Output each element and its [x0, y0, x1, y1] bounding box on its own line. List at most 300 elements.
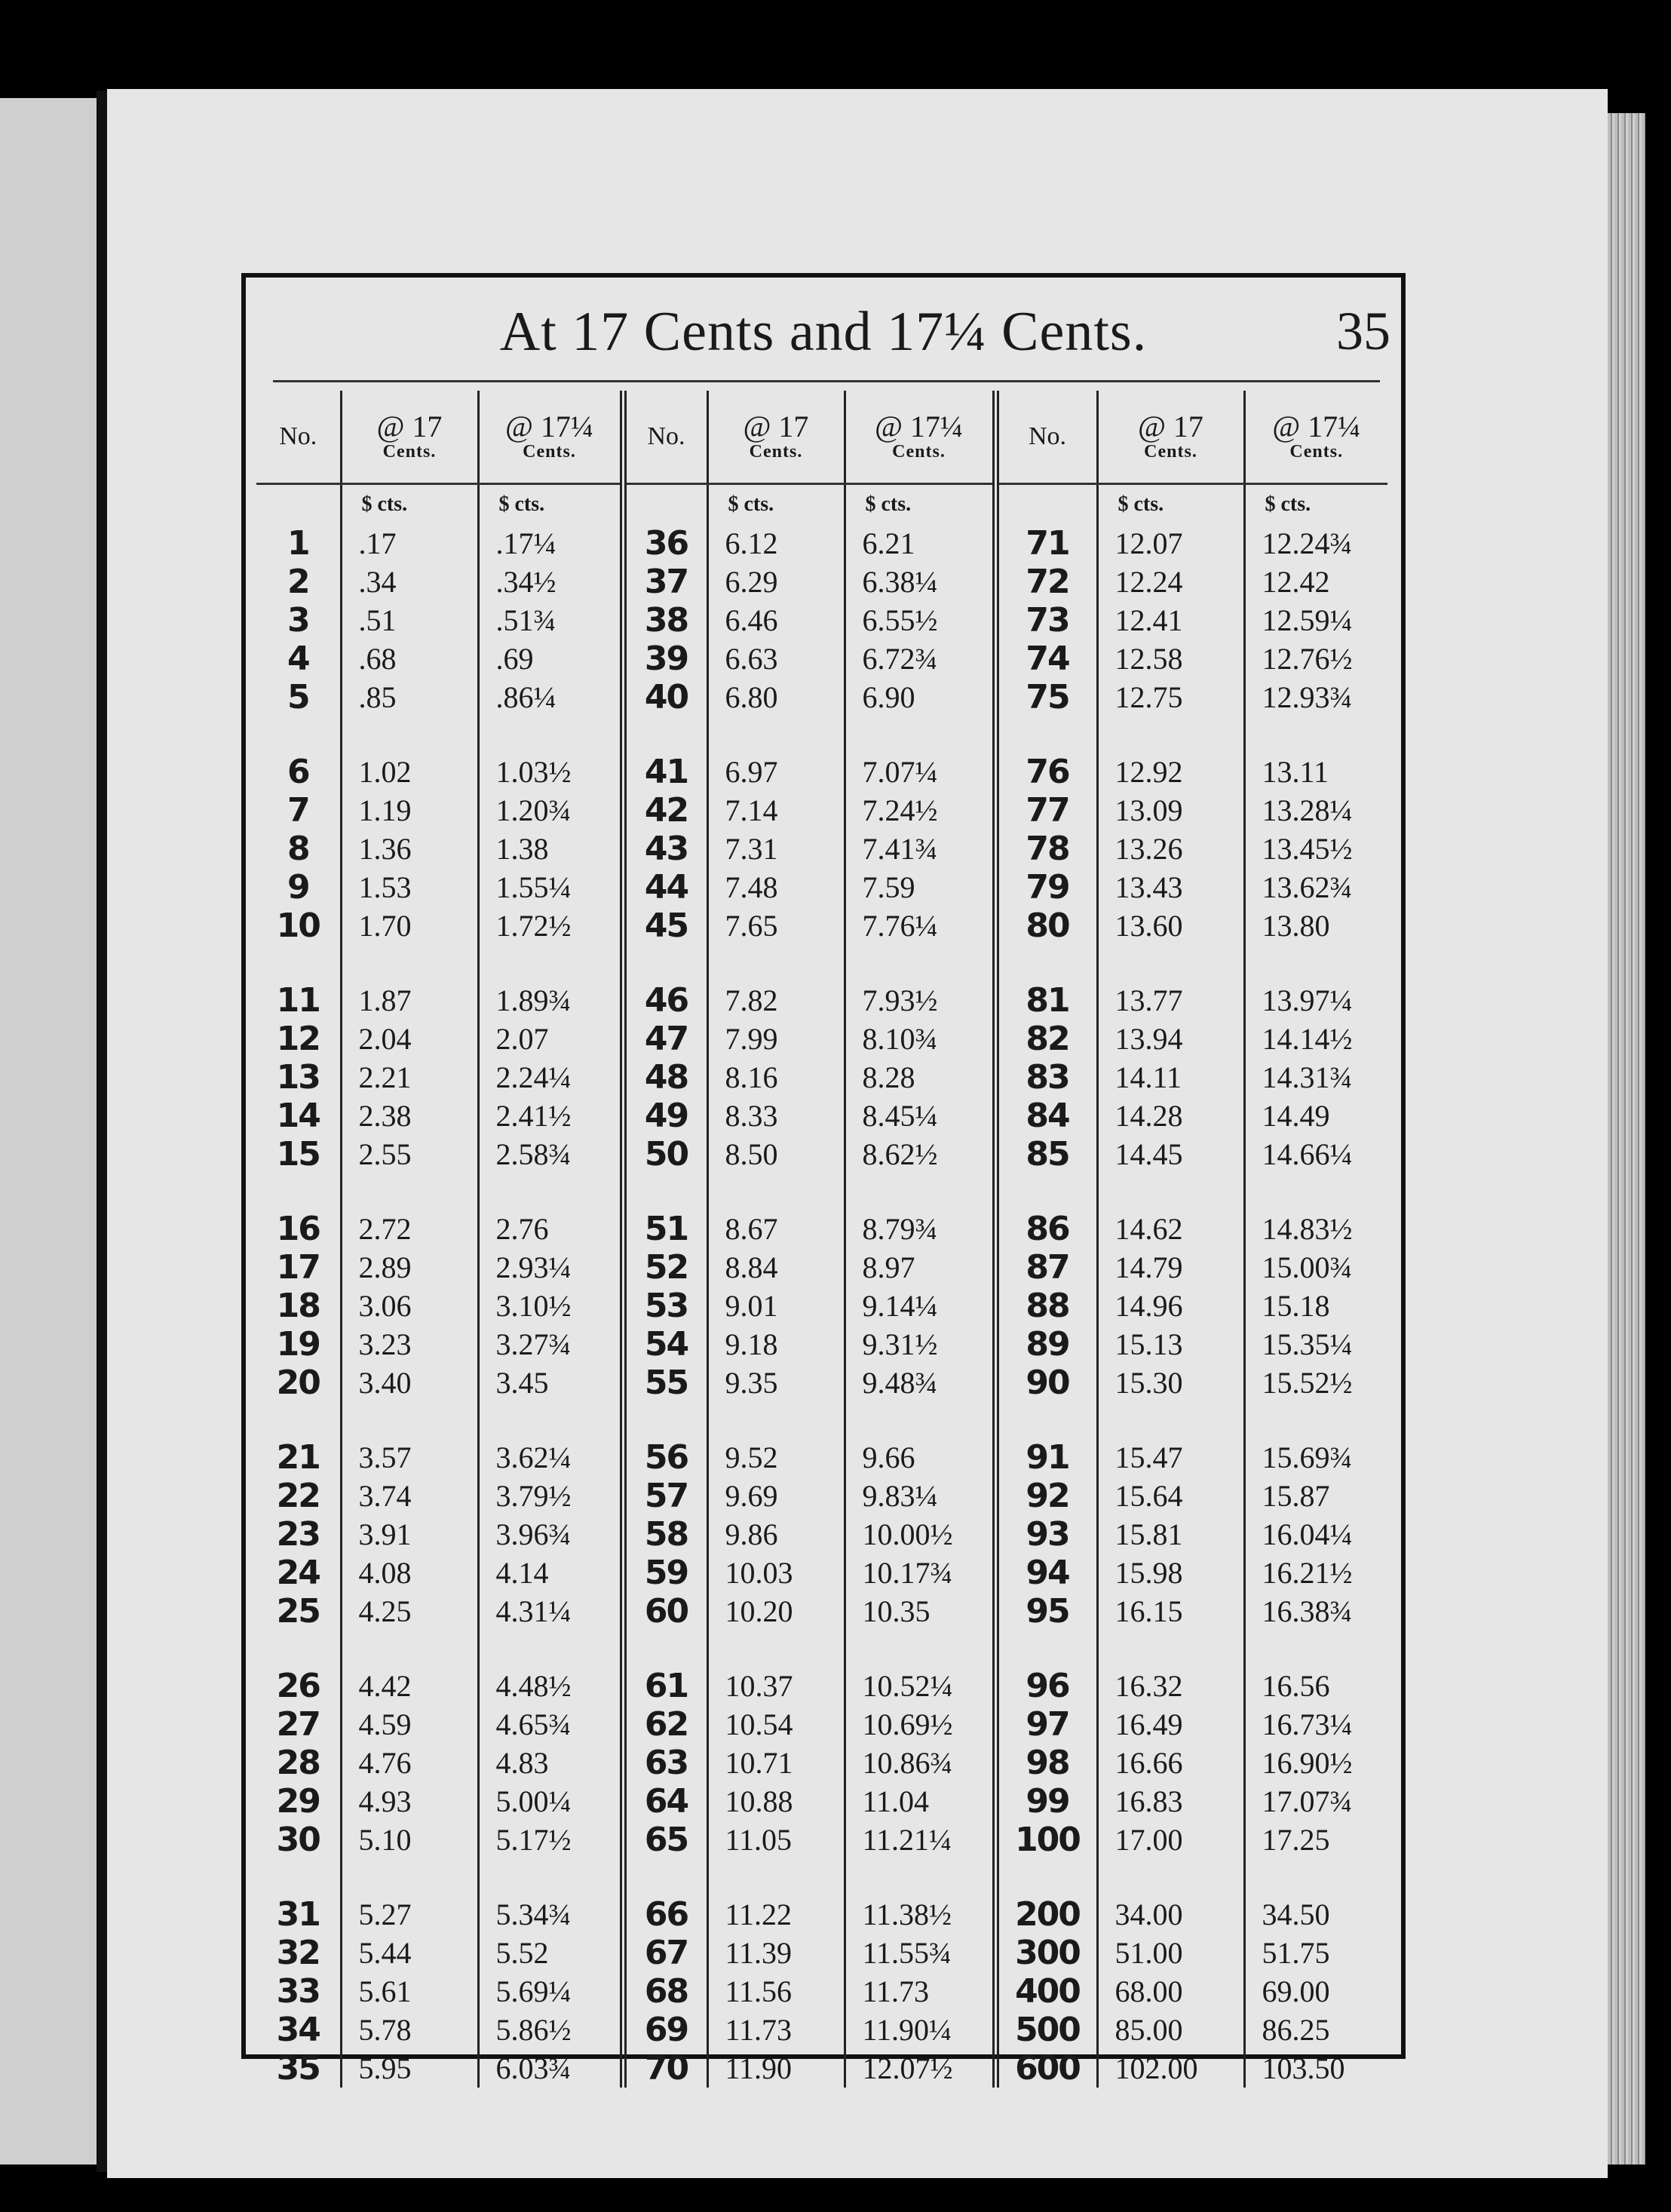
table-row [256, 524, 1387, 563]
rate-b-cell: .34½ [478, 563, 623, 601]
number-cell: 51 [623, 1210, 707, 1248]
rate-b-cell: 51.75 [1244, 1934, 1387, 1972]
rate-b-cell: 7.24½ [845, 791, 995, 830]
rate-b-cell: 34.50 [1244, 1895, 1387, 1934]
number-cell: 67 [623, 1934, 707, 1972]
rate-b-cell: 11.21¼ [845, 1821, 995, 1859]
number-cell: 95 [995, 1592, 1097, 1631]
number-cell: 60 [623, 1592, 707, 1631]
number-cell: 46 [623, 981, 707, 1020]
number-cell: 54 [623, 1325, 707, 1364]
table-row [256, 1934, 1387, 1972]
rate-b-cell: 8.97 [845, 1248, 995, 1287]
rate-a-cell: 2.04 [341, 1020, 478, 1058]
rate-a-cell: 3.40 [341, 1364, 478, 1402]
rate-b-cell: 12.24¾ [1244, 524, 1387, 563]
rate-a-cell: 68.00 [1097, 1972, 1244, 2011]
rate-a-cell: 11.39 [707, 1934, 845, 1972]
number-cell: 83 [995, 1058, 1097, 1097]
rate-a-cell: 2.72 [341, 1210, 478, 1248]
rate-b-cell: 3.27¾ [478, 1325, 623, 1364]
rate-b-cell: 6.55½ [845, 601, 995, 640]
rate-a-cell: 4.59 [341, 1705, 478, 1744]
rate-a-cell: 2.55 [341, 1135, 478, 1173]
rate-b-cell: 8.10¾ [845, 1020, 995, 1058]
rate-b-cell: 69.00 [1244, 1972, 1387, 2011]
rate-a-cell: 5.95 [341, 2049, 478, 2088]
rate-a-cell: 15.13 [1097, 1325, 1244, 1364]
rate-b-cell: 16.04¼ [1244, 1515, 1387, 1554]
number-cell: 10 [276, 907, 320, 945]
rate-a-cell: 14.62 [1097, 1210, 1244, 1248]
rate-b-cell: 6.72¾ [845, 640, 995, 678]
number-cell: 20 [276, 1364, 320, 1402]
page-title: At 17 Cents and 17¼ Cents. [499, 301, 1148, 363]
number-cell: 70 [623, 2049, 707, 2088]
rate-b-cell: 2.93¼ [478, 1248, 623, 1287]
rate-b-cell: 15.87 [1244, 1477, 1387, 1515]
units-label: $ cts. [1097, 484, 1244, 525]
rate-a-cell: 1.36 [341, 830, 478, 868]
rate-b-cell: 12.59¼ [1244, 601, 1387, 640]
number-cell: 52 [623, 1248, 707, 1287]
number-cell: 65 [623, 1821, 707, 1859]
rate-a-label: @ 17 [376, 410, 443, 444]
number-cell: 87 [995, 1248, 1097, 1287]
number-cell: 27 [276, 1705, 320, 1744]
number-cell: 97 [995, 1705, 1097, 1744]
rate-b-cell: 17.25 [1244, 1821, 1387, 1859]
number-cell: 32 [276, 1934, 320, 1972]
rate-a-cell: 85.00 [1097, 2011, 1244, 2049]
rate-a-cell: 8.84 [707, 1248, 845, 1287]
units-label: $ cts. [478, 484, 623, 525]
rate-a-cell: 3.57 [341, 1438, 478, 1477]
rate-a-cell: 4.42 [341, 1667, 478, 1705]
number-cell: 98 [995, 1744, 1097, 1782]
rate-a-cell: 6.97 [707, 753, 845, 791]
cents-label: Cents. [892, 442, 946, 462]
rate-a-cell: .17 [341, 524, 478, 563]
rate-a-cell: 9.86 [707, 1515, 845, 1554]
rate-a-cell: .68 [341, 640, 478, 678]
rate-a-cell: 14.11 [1097, 1058, 1244, 1097]
rate-a-cell: 7.99 [707, 1020, 845, 1058]
rate-b-cell: 5.69¼ [478, 1972, 623, 2011]
rate-b-cell: 9.83¼ [845, 1477, 995, 1515]
number-cell: 39 [623, 640, 707, 678]
rate-b-cell: 15.00¾ [1244, 1248, 1387, 1287]
number-cell: 73 [995, 601, 1097, 640]
rate-a-cell: 2.21 [341, 1058, 478, 1097]
number-cell: 64 [623, 1782, 707, 1821]
block-spacer [256, 716, 1387, 753]
number-cell: 81 [995, 981, 1097, 1020]
rate-b-cell: 13.97¼ [1244, 981, 1387, 1020]
rate-a-cell: 6.29 [707, 563, 845, 601]
rate-a-cell: 13.94 [1097, 1020, 1244, 1058]
rate-a-cell: 3.91 [341, 1515, 478, 1554]
rate-b-cell: 5.17½ [478, 1821, 623, 1859]
table-frame [241, 273, 1406, 2088]
number-cell: 300 [995, 1934, 1097, 1972]
number-cell: 29 [276, 1782, 320, 1821]
number-cell: 92 [995, 1477, 1097, 1515]
rate-b-cell: 8.79¾ [845, 1210, 995, 1248]
rate-b-cell: .86¼ [478, 678, 623, 716]
rate-b-cell: 11.04 [845, 1782, 995, 1821]
rate-a-cell: 10.88 [707, 1782, 845, 1821]
number-cell: 84 [995, 1097, 1097, 1135]
rate-a-cell: 1.19 [341, 791, 478, 830]
number-cell: 74 [995, 640, 1097, 678]
rate-b-cell: 86.25 [1244, 2011, 1387, 2049]
rate-b-cell: 15.52½ [1244, 1364, 1387, 1402]
rate-b-cell: .17¼ [478, 524, 623, 563]
number-cell: 500 [995, 2011, 1097, 2049]
rate-b-cell: 2.24¼ [478, 1058, 623, 1097]
number-cell: 3 [287, 601, 309, 640]
col-header-rate-a [707, 391, 845, 484]
number-cell: 90 [995, 1364, 1097, 1402]
rate-a-cell: 13.09 [1097, 791, 1244, 830]
rate-b-cell: 13.28¼ [1244, 791, 1387, 830]
number-cell: 49 [623, 1097, 707, 1135]
rate-a-cell: 12.07 [1097, 524, 1244, 563]
table-row [256, 981, 1387, 1020]
number-cell: 48 [623, 1058, 707, 1097]
rate-b-cell: 1.03½ [478, 753, 623, 791]
number-cell: 71 [995, 524, 1097, 563]
number-cell: 17 [276, 1248, 320, 1287]
rate-a-cell: 14.45 [1097, 1135, 1244, 1173]
col-header-rate-b [845, 391, 995, 484]
rate-b-cell: 13.45½ [1244, 830, 1387, 868]
col-header-rate-b [478, 391, 623, 484]
rate-a-cell: 102.00 [1097, 2049, 1244, 2088]
rate-a-cell: 6.63 [707, 640, 845, 678]
rate-a-cell: 9.01 [707, 1287, 845, 1325]
col-header-rate-a [341, 391, 478, 484]
rate-a-cell: 5.10 [341, 1821, 478, 1859]
number-cell: 56 [623, 1438, 707, 1477]
rate-a-cell: 12.58 [1097, 640, 1244, 678]
number-cell: 21 [276, 1438, 320, 1477]
number-cell: 30 [276, 1821, 320, 1859]
rate-a-cell: 5.27 [341, 1895, 478, 1934]
rate-a-cell: 16.66 [1097, 1744, 1244, 1782]
rate-b-cell: 4.48½ [478, 1667, 623, 1705]
rate-a-cell: 51.00 [1097, 1934, 1244, 1972]
rate-b-cell: 16.90½ [1244, 1744, 1387, 1782]
number-cell: 41 [623, 753, 707, 791]
rate-b-label: @ 17¼ [1272, 410, 1361, 444]
number-cell: 38 [623, 601, 707, 640]
rate-a-cell: 13.26 [1097, 830, 1244, 868]
rate-a-cell: 7.82 [707, 981, 845, 1020]
rate-b-cell: 7.59 [845, 868, 995, 907]
table-row [256, 1364, 1387, 1402]
rate-b-cell: 8.28 [845, 1058, 995, 1097]
rate-a-cell: 5.78 [341, 2011, 478, 2049]
book-gutter [97, 91, 107, 2172]
number-cell: 2 [287, 563, 309, 601]
rate-b-cell: 7.93½ [845, 981, 995, 1020]
number-cell: 25 [276, 1592, 320, 1631]
rate-b-cell: 9.14¼ [845, 1287, 995, 1325]
rate-b-cell: 11.90¼ [845, 2011, 995, 2049]
rate-b-cell: 10.69½ [845, 1705, 995, 1744]
table-row [256, 1438, 1387, 1477]
number-cell: 43 [623, 830, 707, 868]
number-cell: 28 [276, 1744, 320, 1782]
table-row [256, 1554, 1387, 1592]
table-row [256, 1515, 1387, 1554]
left-page-edge [0, 98, 97, 2164]
rate-a-cell: 9.69 [707, 1477, 845, 1515]
rate-b-cell: 3.79½ [478, 1477, 623, 1515]
table-row [256, 1020, 1387, 1058]
rate-b-cell: 12.76½ [1244, 640, 1387, 678]
number-cell: 5 [287, 678, 309, 716]
number-cell: 15 [276, 1135, 320, 1173]
rate-b-cell: 7.76¼ [845, 907, 995, 945]
rate-b-cell: 12.93¾ [1244, 678, 1387, 716]
number-cell: 78 [995, 830, 1097, 868]
number-cell: 33 [276, 1972, 320, 2011]
table-row [256, 1705, 1387, 1744]
rate-b-cell: 2.76 [478, 1210, 623, 1248]
rate-b-cell: 6.90 [845, 678, 995, 716]
rate-a-cell: 15.98 [1097, 1554, 1244, 1592]
rate-a-cell: 17.00 [1097, 1821, 1244, 1859]
rate-a-cell: 15.30 [1097, 1364, 1244, 1402]
table-row [256, 1058, 1387, 1097]
table-row [256, 830, 1387, 868]
number-cell: 100 [995, 1821, 1097, 1859]
table-body [256, 484, 1387, 2088]
header-row [256, 391, 1387, 484]
rate-a-cell: 1.70 [341, 907, 478, 945]
number-cell: 400 [995, 1972, 1097, 2011]
number-cell: 23 [276, 1515, 320, 1554]
rate-b-cell: 14.66¼ [1244, 1135, 1387, 1173]
table-row [256, 1287, 1387, 1325]
title-row [246, 278, 1401, 383]
rate-b-cell: 17.07¾ [1244, 1782, 1387, 1821]
table-row [256, 868, 1387, 907]
number-cell: 600 [995, 2049, 1097, 2088]
cents-label: Cents. [749, 442, 803, 462]
table-row [256, 907, 1387, 945]
rate-a-cell: 6.46 [707, 601, 845, 640]
number-cell: 47 [623, 1020, 707, 1058]
rate-a-cell: 7.48 [707, 868, 845, 907]
rate-a-cell: 9.35 [707, 1364, 845, 1402]
number-cell: 69 [623, 2011, 707, 2049]
number-cell: 8 [287, 830, 309, 868]
number-cell: 11 [276, 981, 320, 1020]
rate-a-cell: 4.76 [341, 1744, 478, 1782]
table-row [256, 1325, 1387, 1364]
rate-a-cell: 3.23 [341, 1325, 478, 1364]
rate-a-cell: 4.25 [341, 1592, 478, 1631]
number-cell: 77 [995, 791, 1097, 830]
rate-a-cell: 13.77 [1097, 981, 1244, 1020]
number-cell: 99 [995, 1782, 1097, 1821]
title-rule [273, 380, 1380, 382]
number-cell: 36 [623, 524, 707, 563]
rate-b-label: @ 17¼ [875, 410, 963, 444]
rate-b-cell: 16.21½ [1244, 1554, 1387, 1592]
table-row [256, 640, 1387, 678]
rate-b-cell: 6.21 [845, 524, 995, 563]
rate-b-cell: 16.56 [1244, 1667, 1387, 1705]
number-cell: 55 [623, 1364, 707, 1402]
block-spacer [256, 1173, 1387, 1210]
number-cell: 91 [995, 1438, 1097, 1477]
rate-a-cell: 16.83 [1097, 1782, 1244, 1821]
units-label: $ cts. [1244, 484, 1387, 525]
rate-b-cell: 1.38 [478, 830, 623, 868]
rate-b-cell: 4.14 [478, 1554, 623, 1592]
table-row [256, 678, 1387, 716]
cents-label: Cents. [382, 442, 437, 462]
rate-a-cell: 10.03 [707, 1554, 845, 1592]
table-row [256, 1097, 1387, 1135]
number-cell: 12 [276, 1020, 320, 1058]
rate-b-cell: 12.42 [1244, 563, 1387, 601]
number-cell: 53 [623, 1287, 707, 1325]
rate-a-cell: 7.31 [707, 830, 845, 868]
rate-b-cell: 15.35¼ [1244, 1325, 1387, 1364]
number-cell: 63 [623, 1744, 707, 1782]
rate-b-cell: 14.83½ [1244, 1210, 1387, 1248]
number-cell: 68 [623, 1972, 707, 2011]
number-cell: 19 [276, 1325, 320, 1364]
rate-a-cell: 1.53 [341, 868, 478, 907]
number-cell: 44 [623, 868, 707, 907]
rate-b-cell: 14.49 [1244, 1097, 1387, 1135]
rate-a-cell: 13.43 [1097, 868, 1244, 907]
rate-a-label: @ 17 [1138, 410, 1203, 444]
number-cell: 42 [623, 791, 707, 830]
rate-a-cell: 15.81 [1097, 1515, 1244, 1554]
rate-a-cell: 4.93 [341, 1782, 478, 1821]
table-row [256, 563, 1387, 601]
rate-b-cell: 15.18 [1244, 1287, 1387, 1325]
rate-a-cell: 11.56 [707, 1972, 845, 2011]
rate-b-cell: 3.10½ [478, 1287, 623, 1325]
table-row [256, 1135, 1387, 1173]
block-spacer [256, 1631, 1387, 1667]
rate-a-cell: 10.54 [707, 1705, 845, 1744]
rate-b-cell: 5.34¾ [478, 1895, 623, 1934]
rate-b-cell: 6.03¾ [478, 2049, 623, 2088]
table-row [256, 1895, 1387, 1934]
rate-b-cell: 1.55¼ [478, 868, 623, 907]
rate-a-cell: 11.90 [707, 2049, 845, 2088]
rate-b-cell: 15.69¾ [1244, 1438, 1387, 1477]
number-cell: 59 [623, 1554, 707, 1592]
number-cell: 35 [276, 2049, 320, 2088]
table-row [256, 1972, 1387, 2011]
rate-b-cell: 2.58¾ [478, 1135, 623, 1173]
units-label: $ cts. [707, 484, 845, 525]
rate-b-cell: 1.89¾ [478, 981, 623, 1020]
rate-a-cell: 12.41 [1097, 601, 1244, 640]
rate-a-cell: 12.24 [1097, 563, 1244, 601]
rate-a-cell: 8.16 [707, 1058, 845, 1097]
units-label: $ cts. [845, 484, 995, 525]
rate-a-cell: 10.37 [707, 1667, 845, 1705]
rate-a-cell: 16.49 [1097, 1705, 1244, 1744]
rate-a-cell: 16.32 [1097, 1667, 1244, 1705]
rate-a-cell: 14.79 [1097, 1248, 1244, 1287]
rate-a-cell: 11.22 [707, 1895, 845, 1934]
rate-a-cell: 8.67 [707, 1210, 845, 1248]
rate-a-cell: .51 [341, 601, 478, 640]
number-cell: 66 [623, 1895, 707, 1934]
rate-b-cell: 1.72½ [478, 907, 623, 945]
rate-b-cell: 10.52¼ [845, 1667, 995, 1705]
rate-b-cell: 16.38¾ [1244, 1592, 1387, 1631]
number-cell: 61 [623, 1667, 707, 1705]
number-cell: 14 [276, 1097, 320, 1135]
col-header-no: No. [623, 391, 707, 484]
rate-a-cell: 5.44 [341, 1934, 478, 1972]
cents-label: Cents. [523, 442, 576, 462]
number-cell: 26 [276, 1667, 320, 1705]
rate-b-cell: 9.31½ [845, 1325, 995, 1364]
table-row [256, 1821, 1387, 1859]
rate-b-cell: 10.35 [845, 1592, 995, 1631]
rate-b-cell: 12.07½ [845, 2049, 995, 2088]
rate-a-cell: 14.96 [1097, 1287, 1244, 1325]
rate-b-cell: 103.50 [1244, 2049, 1387, 2088]
rate-a-cell: 4.08 [341, 1554, 478, 1592]
rate-a-cell: 10.20 [707, 1592, 845, 1631]
rate-a-cell: 9.52 [707, 1438, 845, 1477]
rate-a-cell: 11.73 [707, 2011, 845, 2049]
rate-b-cell: 4.65¾ [478, 1705, 623, 1744]
number-cell: 40 [623, 678, 707, 716]
rate-a-cell: 1.87 [341, 981, 478, 1020]
rate-b-cell: 16.73¼ [1244, 1705, 1387, 1744]
rate-table [256, 391, 1387, 2088]
table-row [256, 1210, 1387, 1248]
number-cell: 72 [995, 563, 1097, 601]
rate-a-cell: 11.05 [707, 1821, 845, 1859]
rate-b-cell: 2.41½ [478, 1097, 623, 1135]
rate-a-cell: 7.14 [707, 791, 845, 830]
rate-b-cell: 10.17¾ [845, 1554, 995, 1592]
rate-b-cell: 6.38¼ [845, 563, 995, 601]
rate-a-cell: 2.38 [341, 1097, 478, 1135]
cents-label: Cents. [1289, 442, 1344, 462]
rate-a-cell: 3.74 [341, 1477, 478, 1515]
rate-b-cell: 2.07 [478, 1020, 623, 1058]
rate-b-cell: 3.45 [478, 1364, 623, 1402]
number-cell: 6 [287, 753, 309, 791]
table-row [256, 1592, 1387, 1631]
rate-b-cell: 5.52 [478, 1934, 623, 1972]
number-cell: 37 [623, 563, 707, 601]
rate-a-cell: 6.12 [707, 524, 845, 563]
number-cell: 79 [995, 868, 1097, 907]
rate-b-cell: 7.41¾ [845, 830, 995, 868]
rate-a-cell: 34.00 [1097, 1895, 1244, 1934]
